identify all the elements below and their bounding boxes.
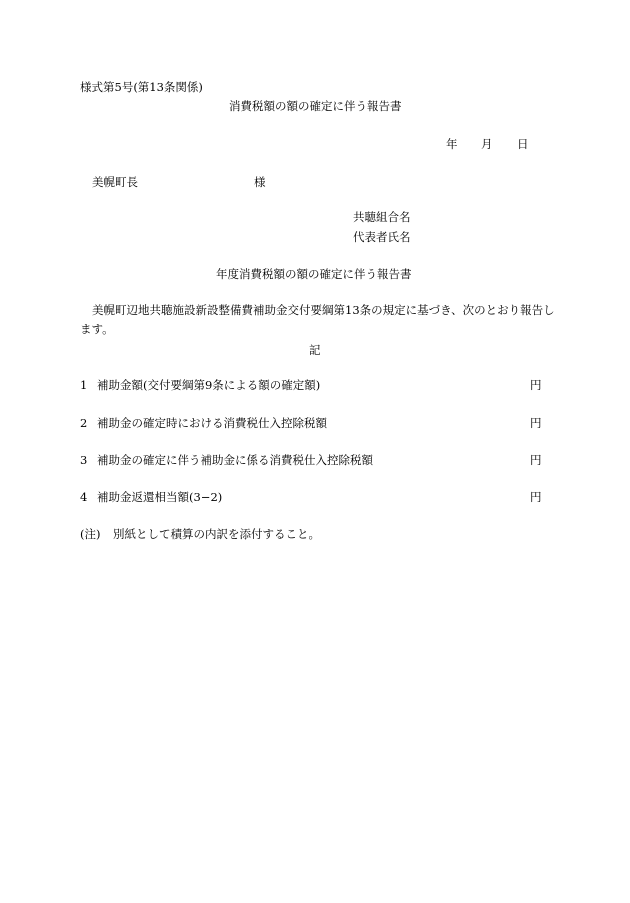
date-year-label: 年	[446, 137, 458, 151]
item-unit: 円	[530, 453, 542, 467]
date-month-label: 月	[481, 137, 493, 151]
document-title: 消費税額の額の確定に伴う報告書	[229, 99, 402, 113]
association-name-label: 共聴組合名	[353, 210, 411, 224]
note-prefix: (注)	[80, 527, 101, 541]
ki-mark: 記	[309, 343, 321, 357]
note-text: 別紙として積算の内訳を添付すること。	[113, 527, 320, 541]
body-paragraph: 美幌町辺地共聴施設新設整備費補助金交付要綱第13条の規定に基づき、次のとおり報告します。	[80, 303, 555, 336]
item-number: 2	[80, 416, 88, 430]
item-label: 補助金の確定時における消費税仕入控除税額	[97, 416, 327, 430]
date-day-label: 日	[517, 137, 529, 151]
list-item	[0, 418, 630, 432]
addressee-name: 美幌町長	[92, 175, 138, 189]
report-heading: 年度消費税額の額の確定に伴う報告書	[216, 267, 412, 281]
item-number: 1	[80, 378, 88, 392]
item-number: 3	[80, 453, 88, 467]
item-number: 4	[80, 490, 88, 504]
item-label: 補助金の確定に伴う補助金に係る消費税仕入控除税額	[97, 453, 373, 467]
item-label: 補助金額(交付要綱第9条による額の確定額)	[97, 378, 321, 392]
list-item	[0, 455, 630, 469]
representative-name-label: 代表者氏名	[353, 230, 411, 244]
form-number: 様式第5号(第13条関係)	[80, 80, 203, 94]
list-item	[0, 492, 630, 506]
addressee-honorific: 様	[254, 175, 266, 189]
item-unit: 円	[530, 378, 542, 392]
item-unit: 円	[530, 416, 542, 430]
item-label: 補助金返還相当額(3−2)	[97, 490, 223, 504]
item-unit: 円	[530, 490, 542, 504]
list-item	[0, 380, 630, 394]
